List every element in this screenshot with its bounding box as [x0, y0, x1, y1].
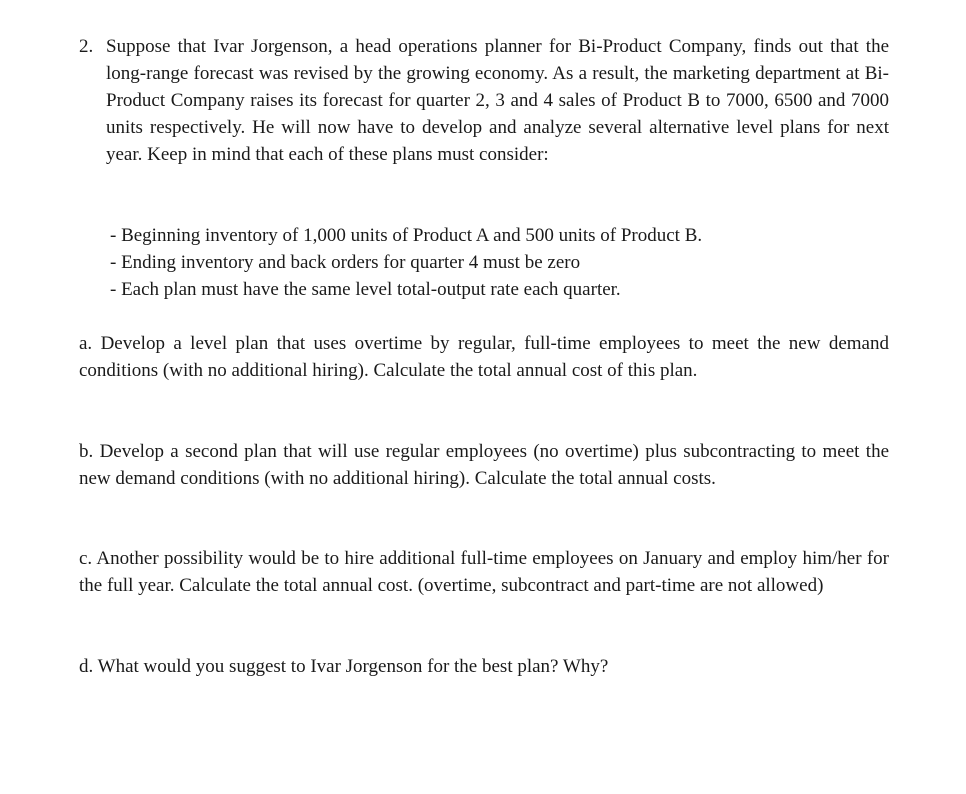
part-c-text: c. Another possibility would be to hire additional full-time employees on January and employ him/her for the full year. Calculate the total annual cost. (overtime, subcontract and part-time are not allowed) [79, 548, 889, 596]
question-number: 2. [79, 36, 94, 57]
part-d-text: d. What would you suggest to Ivar Jorgenson for the best plan? Why? [79, 656, 609, 677]
constraint-item: - Ending inventory and back orders for quarter 4 must be zero [110, 252, 581, 273]
constraint-item: - Each plan must have the same level total-output rate each quarter. [110, 279, 621, 300]
constraint-item: - Beginning inventory of 1,000 units of Product A and 500 units of Product B. [110, 225, 703, 246]
part-b-text: b. Develop a second plan that will use regular employees (no overtime) plus subcontracting to meet the new demand conditions (with no additional hiring). Calculate the total annual costs. [79, 441, 889, 489]
question-text: Suppose that Ivar Jorgenson, a head operations planner for Bi-Product Company, finds out that the long-range forecast was revised by the growing economy. As a result, the marketing department at Bi-Product Company raises its forecast for quarter 2, 3 and 4 sales of Product B to 7000, 6500 and 7000 units respectively. He will now have to develop and analyze several alternative level plans for next year. Keep in mind that each of these plans must consider: [106, 36, 889, 165]
part-a-text: a. Develop a level plan that uses overtime by regular, full-time employees to meet the new demand conditions (with no additional hiring). Calculate the total annual cost of this plan. [79, 333, 889, 381]
constraints-list [110, 222, 890, 303]
question-block [79, 33, 889, 168]
